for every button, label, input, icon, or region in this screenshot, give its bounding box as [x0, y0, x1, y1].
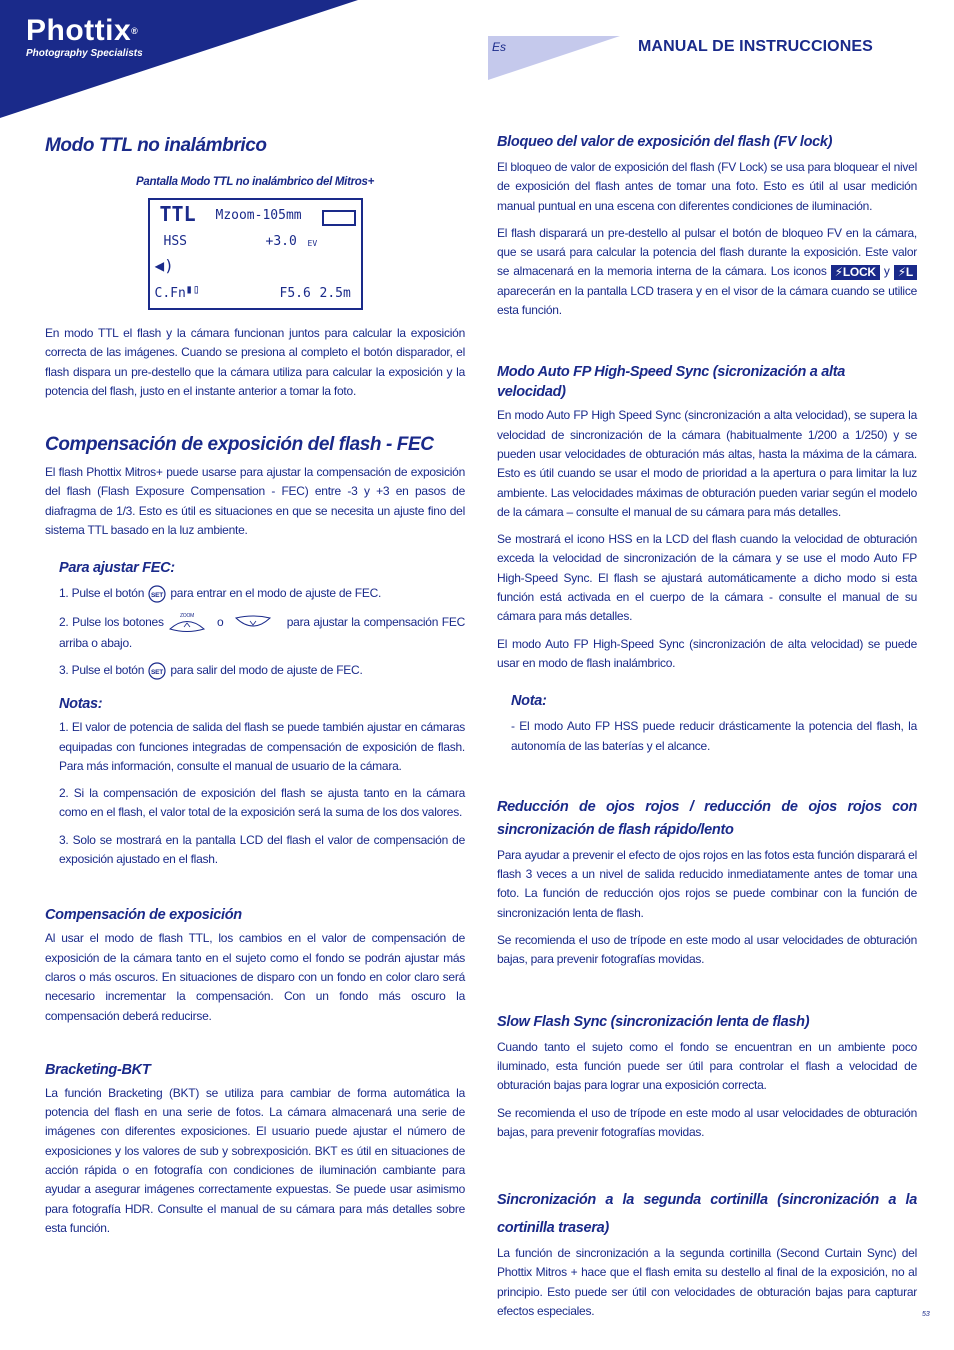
step-2	[59, 612, 465, 653]
zoom-down-button-icon	[233, 612, 273, 634]
slow-sync-text-1: Cuando tanto el sujeto como el fondo se encuentran en un ambiente poco iluminado, esta función puede ser útil para controlar el flash a velocidad de obturación bajas para lograr una exposición correcta.	[497, 1039, 917, 1093]
set-button-icon	[147, 662, 167, 680]
red-eye-title: Reducción de ojos rojos / reducción de ojos rojos con sincronización de flash rápido/lento	[497, 798, 917, 838]
second-curtain-title: Sincronización a la segunda cortinilla (sincronización a la cortinilla trasera)	[497, 1192, 917, 1237]
logo-brand: Phottix	[26, 14, 132, 47]
language-tab	[488, 36, 620, 80]
lcd-ev-unit: EV	[307, 239, 318, 248]
fv-lock-title: Bloqueo del valor de exposición del flash (FV lock)	[497, 134, 833, 150]
fec-title: Compensación de exposición del flash - FEC	[45, 434, 434, 456]
battery-icon	[322, 210, 356, 226]
lcd-aperture: F5.6	[279, 286, 311, 301]
fv-lock-text-2	[497, 224, 917, 320]
slow-sync-text-2: Se recomienda el uso de trípode en este modo al usar velocidades de obturación bajas, para prevenir fotografías movidas.	[497, 1105, 917, 1139]
second-curtain-text: La función de sincronización a la segunda cortinilla (Second Curtain Sync) del Phottix Mitros + hace que el flash emita su destello al final de la exposición, no al principio. Esto puede ser útil con velocidades de obturación bajas para capturar efectos especiales.	[497, 1246, 917, 1318]
fv-lock-text-2-start: El flash disparará un pre-destello al pulsar el botón de bloqueo FV en la cámara, que se usará para calcular la potencia del flash durante la exposición. Este valor se almacenará en la memoria interna de la cámara. Los iconos	[497, 225, 917, 279]
ttl-title: Modo TTL no inalámbrico	[45, 135, 267, 156]
lcd-zoom: Mzoom-105mm	[215, 208, 302, 223]
step-1-start: 1. Pulse el botón	[59, 586, 145, 601]
bracketing-title: Bracketing-BKT	[45, 1061, 151, 1078]
registered-mark: ®	[131, 26, 139, 36]
set-button-icon	[147, 585, 167, 603]
zoom-label: ZOOM	[180, 612, 195, 619]
note-2: 2. Si la compensación de exposición del flash se ajusta tanto en la cámara como en el flash, el valor total de la exposición será la suma de los dos valores.	[59, 786, 465, 820]
page-number: 53	[922, 1311, 930, 1318]
fv-lock-text-2-end: aparecerán en la pantalla LCD trasera y en el visor de la cámara cuando se utilice esta función.	[497, 283, 917, 318]
step-2-or: o	[217, 614, 224, 629]
exposure-comp-title: Compensación de exposición	[45, 907, 242, 924]
lcd-caption: Pantalla Modo TTL no inalámbrico del Mitros+	[135, 176, 375, 188]
logo-tagline: Photography Specialists	[26, 48, 143, 59]
lcd-cfn: C.Fn	[154, 286, 186, 301]
nota-title: Nota:	[511, 693, 547, 710]
step-3-end: para salir del modo de ajuste de FEC.	[170, 662, 363, 677]
lcd-screen	[148, 198, 363, 310]
nota-text: - El modo Auto FP HSS puede reducir drásticamente la potencia del flash, la autonomía de las baterías y el alcance.	[511, 719, 917, 753]
hss-text-2: Se mostrará el icono HSS en la LCD del flash cuando la velocidad de obturación exceda la velocidad de sincronización de la cámara y se use el modo Auto FP High-Speed Sync. El flash se ajustará automáticamente a dicho modo si esta función está activada en el cuerpo de la cámara - consulte el manual de su cámara para más detalles.	[497, 532, 917, 624]
svg-text:SET: SET	[151, 668, 164, 676]
note-3: 3. Solo se mostrará en la pantalla LCD del flash el valor de compensación de exposición ajustado en el flash.	[59, 832, 465, 867]
phottix-logo	[26, 14, 143, 60]
language-label: Es	[492, 40, 507, 54]
exposure-comp-text: Al usar el modo de flash TTL, los cambios en el valor de compensación de exposición de la cámara tanto en el sujeto como el fondo se podrán ajustar más claros o más oscuros. En situaciones de disparo con un fondo en color claro será necesario incrementar la compensación. Con un fondo más oscuro la compensación deberá reducirse.	[45, 931, 465, 1023]
hss-title: Modo Auto FP High-Speed Sync (sicronización a alta velocidad)	[497, 364, 846, 401]
ttl-text: En modo TTL el flash y la cámara funcionan juntos para calcular la exposición correcta de las imágenes. Cuando se presiona al completo el botón disparador, el flash dispara un pre-destello que la cámara utiliza para calcular la exposición y la potencia del flash, justo en el instante anterior a tomar la foto.	[45, 326, 465, 398]
set-label: SET	[151, 592, 164, 600]
slow-sync-title: Slow Flash Sync (sincronización lenta de flash)	[497, 1013, 810, 1030]
step-3	[59, 661, 465, 680]
red-eye-text-1: Para ayudar a prevenir el efecto de ojos rojos en las fotos esta función disparará el flash 3 veces a un nivel de salida reducido inmediatamente antes de tomar una foto. La función de reducción ojos rojos se puede combinar con la función de sincronización lenta de flash.	[497, 847, 917, 920]
zoom-up-button-icon	[167, 612, 207, 634]
bracketing-text: La función Bracketing (BKT) se utiliza para cambiar de forma automática la potencia del flash en una serie de fotos. La cámara almacenará una serie de imágenes con diferentes exposiciones. El usuario puede ajustar el número de exposiciones y los valores de sub y sobrexposición. BKT es útil en situaciones de acción rápida o en fotografía con condiciones de iluminación cambiante para ayudar a asegurar imágenes correctamente expuestas. Se puede usar asimismo para fotografía HDR. Consulte el manual de su cámara para más detalles sobre esta función.	[45, 1085, 465, 1235]
step-2-end: para ajustar la compensación FEC arriba o abajo.	[59, 614, 465, 650]
lcd-mode: TTL	[159, 202, 196, 226]
right-column	[497, 130, 917, 1321]
left-column	[45, 130, 465, 1238]
note-1: 1. El valor de potencia de salida del flash se puede también ajustar en cámaras equipadas con funciones integradas de compensación de exposición de flash. Para más información, consulte el manual de usuario de la cámara.	[59, 720, 465, 773]
camera-icon: ▮▯	[185, 282, 200, 296]
lcd-distance: 2.5m	[319, 286, 351, 301]
manual-title: MANUAL DE INSTRUCCIONES	[638, 38, 873, 55]
step-3-start: 3. Pulse el botón	[59, 662, 145, 677]
sound-icon: ◀)	[154, 256, 174, 275]
fv-lock-text-1: El bloqueo de valor de exposición del flash (FV Lock) se usa para bloquear el nivel de exposición del flash antes de tomar una foto. Esto es útil al usar medición manual puntual en una escena con diferentes condiciones de iluminación.	[497, 160, 917, 213]
flash-l-icon: ⚡L	[894, 265, 917, 280]
red-eye-text-2: Se recomienda el uso de trípode en este modo al usar velocidades de obturación bajas, para prevenir fotografías movidas.	[497, 933, 917, 967]
adjust-fec-title: Para ajustar FEC:	[59, 560, 175, 577]
fec-text: El flash Phottix Mitros+ puede usarse para ajustar la compensación de exposición del flash (Flash Exposure Compensation - FEC) entre -3 y +3 en pasos de diafragma de 1/3. Esto es útil es situaciones en que se necesita un ajuste fino del sistema TTL basado en la luz ambiente.	[45, 465, 465, 538]
fv-lock-text-2-and: y	[883, 264, 890, 279]
step-1-end: para entrar en el modo de ajuste de FEC.	[170, 586, 382, 601]
hss-text-3: El modo Auto FP High-Speed Sync (sincronización de alta velocidad) se puede usar en modo de flash inalámbrico.	[497, 636, 917, 670]
flash-lock-icon: ⚡LOCK	[831, 265, 880, 280]
lcd-hss: HSS	[163, 234, 187, 249]
step-1	[59, 584, 465, 603]
lcd-ev: +3.0	[265, 234, 297, 249]
step-2-start: 2. Pulse los botones	[59, 614, 164, 629]
notes-title: Notas:	[59, 696, 103, 713]
hss-text-1: En modo Auto FP High Speed Sync (sincronización a alta velocidad), se supera la velocidad de sincronización de la cámara (habitualmente 1/200 a 1/250) y se pueden usar velocidades de obturación más altas, hasta la máxima de la cámara. Esto es útil cuando se usar el modo de prioridad a la apertura o para limitar la luz ambiente. Las velocidades máximas de obturación pueden variar según el modelo de la cámara – consulte el manual de su cámara para más detalles.	[497, 408, 917, 519]
